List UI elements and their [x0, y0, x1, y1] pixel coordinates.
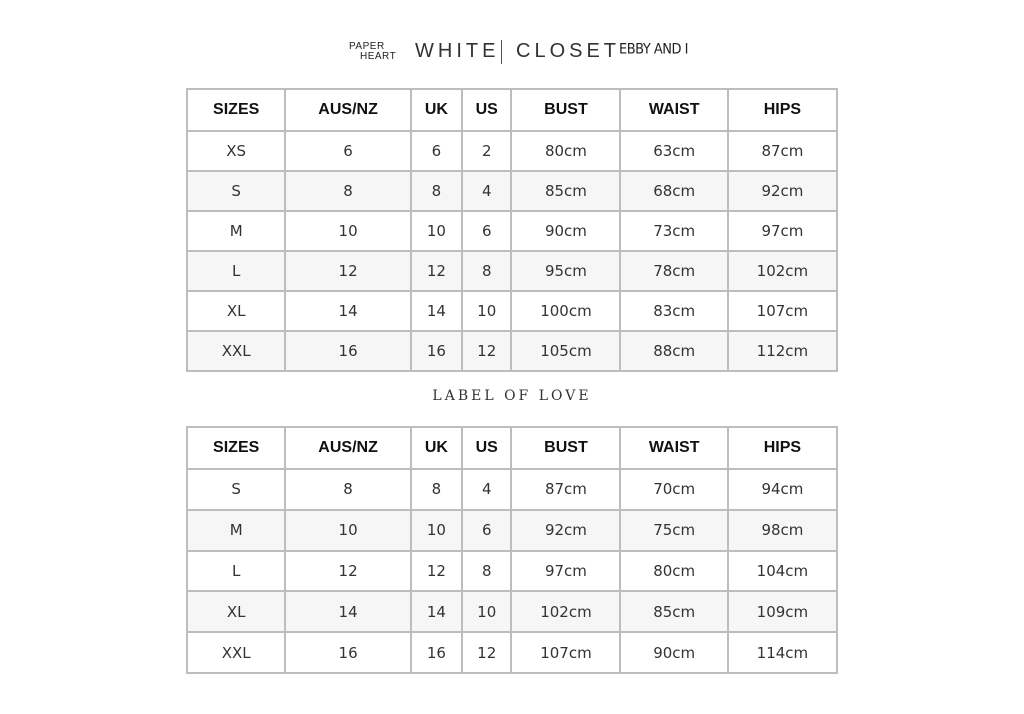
table-cell: 107cm: [511, 632, 620, 673]
table-row: [187, 510, 837, 551]
header-cell: HIPS: [728, 89, 837, 131]
table-row: [187, 211, 837, 251]
table-cell: 2: [462, 131, 511, 171]
table-cell: 12: [285, 551, 411, 592]
table-cell: 14: [285, 591, 411, 632]
table-cell: 100cm: [511, 291, 620, 331]
header-cell: WAIST: [620, 427, 727, 469]
table-cell: S: [187, 469, 285, 510]
table-cell: 95cm: [511, 251, 620, 291]
table-cell: 4: [462, 171, 511, 211]
table-cell: XL: [187, 591, 285, 632]
table-cell: 12: [411, 251, 462, 291]
table-cell: XS: [187, 131, 285, 171]
ebby-and-i-logo: EBBY AND I: [619, 41, 689, 58]
table-cell: L: [187, 251, 285, 291]
table-cell: 85cm: [620, 591, 727, 632]
table-cell: 94cm: [728, 469, 837, 510]
header-cell: SIZES: [187, 89, 285, 131]
table-cell: 83cm: [620, 291, 727, 331]
table-cell: 104cm: [728, 551, 837, 592]
table-cell: 112cm: [728, 331, 837, 371]
table-cell: 97cm: [728, 211, 837, 251]
table-cell: 10: [462, 591, 511, 632]
table-cell: 92cm: [511, 510, 620, 551]
table-cell: 87cm: [728, 131, 837, 171]
table-cell: 10: [462, 291, 511, 331]
table-row: [187, 291, 837, 331]
size-table-2: [186, 426, 838, 674]
table-cell: 12: [462, 632, 511, 673]
table-cell: 109cm: [728, 591, 837, 632]
table-cell: 8: [411, 171, 462, 211]
table-cell: 16: [411, 331, 462, 371]
table-cell: 16: [285, 632, 411, 673]
size-table-1: [186, 88, 838, 372]
table-cell: 16: [285, 331, 411, 371]
table-cell: 68cm: [620, 171, 727, 211]
table-cell: 78cm: [620, 251, 727, 291]
table-cell: 6: [285, 131, 411, 171]
table-cell: S: [187, 171, 285, 211]
table-cell: 92cm: [728, 171, 837, 211]
table-cell: 70cm: [620, 469, 727, 510]
white-logo: WHITE: [415, 40, 500, 62]
table-cell: 90cm: [511, 211, 620, 251]
table-cell: 8: [285, 171, 411, 211]
header-cell: WAIST: [620, 89, 727, 131]
table-row: [187, 251, 837, 291]
paper-heart-line1: PAPER: [349, 41, 385, 52]
table-cell: XXL: [187, 632, 285, 673]
table-cell: 6: [462, 510, 511, 551]
table-cell: 8: [462, 551, 511, 592]
table-cell: 114cm: [728, 632, 837, 673]
table-cell: 6: [462, 211, 511, 251]
table-cell: 14: [411, 291, 462, 331]
table-cell: 12: [462, 331, 511, 371]
table-cell: 107cm: [728, 291, 837, 331]
table-cell: 8: [411, 469, 462, 510]
header-cell: UK: [411, 427, 462, 469]
table-cell: 98cm: [728, 510, 837, 551]
table-cell: 8: [285, 469, 411, 510]
header-row: [187, 427, 837, 469]
table-cell: 4: [462, 469, 511, 510]
table-cell: XXL: [187, 331, 285, 371]
table-row: [187, 591, 837, 632]
table-row: [187, 171, 837, 211]
table-cell: 80cm: [620, 551, 727, 592]
table-cell: 90cm: [620, 632, 727, 673]
table-row: [187, 131, 837, 171]
table-cell: 14: [285, 291, 411, 331]
table-cell: 102cm: [511, 591, 620, 632]
brand-header: [0, 38, 1024, 70]
table-cell: 14: [411, 591, 462, 632]
header-cell: SIZES: [187, 427, 285, 469]
paper-heart-line2: HEART: [360, 51, 397, 62]
table-cell: 10: [411, 510, 462, 551]
header-cell: UK: [411, 89, 462, 131]
table-cell: 6: [411, 131, 462, 171]
table-row: [187, 331, 837, 371]
brand-divider: [501, 40, 502, 64]
table-cell: 12: [285, 251, 411, 291]
table-cell: 73cm: [620, 211, 727, 251]
table-cell: 8: [462, 251, 511, 291]
paper-heart-logo: [349, 42, 401, 62]
label-of-love-title: LABEL OF LOVE: [432, 388, 592, 404]
table-cell: 63cm: [620, 131, 727, 171]
table-row: [187, 632, 837, 673]
closet-logo: CLOSET: [516, 40, 621, 62]
table-cell: XL: [187, 291, 285, 331]
header-cell: BUST: [511, 89, 620, 131]
table-cell: 10: [411, 211, 462, 251]
table-cell: M: [187, 510, 285, 551]
header-cell: HIPS: [728, 427, 837, 469]
table-cell: 10: [285, 510, 411, 551]
table-cell: 80cm: [511, 131, 620, 171]
table-cell: 10: [285, 211, 411, 251]
table-row: [187, 551, 837, 592]
table-cell: 88cm: [620, 331, 727, 371]
table-cell: 97cm: [511, 551, 620, 592]
header-cell: US: [462, 427, 511, 469]
table-cell: 87cm: [511, 469, 620, 510]
header-cell: AUS/NZ: [285, 89, 411, 131]
table-cell: 102cm: [728, 251, 837, 291]
table-row: [187, 469, 837, 510]
table-cell: L: [187, 551, 285, 592]
table-cell: 75cm: [620, 510, 727, 551]
table-cell: 105cm: [511, 331, 620, 371]
header-cell: US: [462, 89, 511, 131]
header-row: [187, 89, 837, 131]
table-cell: 85cm: [511, 171, 620, 211]
table-cell: M: [187, 211, 285, 251]
table-cell: 12: [411, 551, 462, 592]
header-cell: AUS/NZ: [285, 427, 411, 469]
table-cell: 16: [411, 632, 462, 673]
header-cell: BUST: [511, 427, 620, 469]
